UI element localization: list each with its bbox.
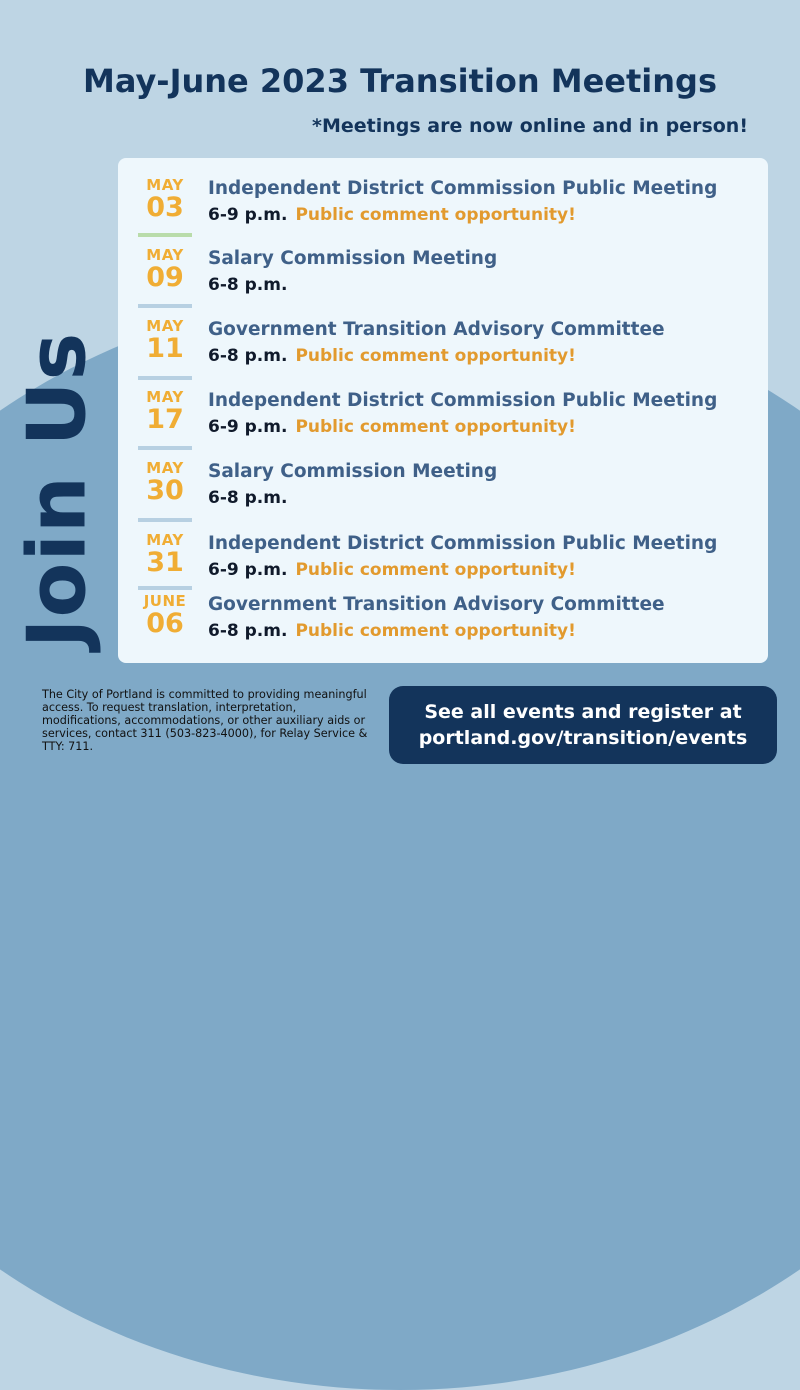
event-day: 11 [146,333,184,364]
event-date [136,533,194,576]
public-comment-note: Public comment opportunity! [295,346,576,366]
event-day: 30 [146,475,184,506]
event-title: Government Transition Advisory Committee [208,594,665,615]
event-title: Government Transition Advisory Committee [208,319,665,340]
event-month: MAY [146,246,184,264]
event-time: 6-8 p.m. [208,275,288,295]
event-item [118,594,768,654]
public-comment-note: Public comment opportunity! [295,560,576,580]
event-time: 6-9 p.m. [208,417,288,437]
event-day: 17 [146,404,184,435]
event-details [208,621,576,641]
event-details [208,417,576,437]
public-comment-note: Public comment opportunity! [295,205,576,225]
public-comment-note: Public comment opportunity! [295,417,576,437]
event-day: 03 [146,192,184,223]
event-item [118,248,768,308]
event-details [208,488,287,508]
date-separator [138,586,192,590]
page-title: May-June 2023 Transition Meetings [82,62,717,100]
event-time: 6-8 p.m. [208,621,288,641]
event-month: MAY [146,459,184,477]
date-separator [138,446,192,450]
event-day: 06 [146,608,184,639]
date-separator [138,376,192,380]
event-time: 6-8 p.m. [208,346,288,366]
event-month: MAY [146,531,184,549]
event-time: 6-8 p.m. [208,488,288,508]
event-date [136,178,194,221]
event-details [208,205,576,225]
event-title: Salary Commission Meeting [208,248,498,269]
event-day: 31 [146,547,184,578]
date-separator [138,233,192,237]
event-time: 6-9 p.m. [208,205,288,225]
date-separator [138,304,192,308]
event-date [136,461,194,504]
event-item [118,533,768,593]
event-details [208,560,576,580]
event-title: Independent District Commission Public Meeting [208,178,718,199]
event-title: Independent District Commission Public Meeting [208,533,718,554]
accessibility-notice: The City of Portland is committed to providing meaningful access. To request translation, interpretation, modifications, accommodations, or other auxiliary aids or services, contact 311 (503-823-4000), for Relay Service & TTY: 711. [42,688,368,753]
event-item [118,178,768,238]
event-date [136,594,194,637]
event-month: MAY [146,317,184,335]
page-subtitle: *Meetings are now online and in person! [312,115,748,137]
event-time: 6-9 p.m. [208,560,288,580]
event-details [208,275,287,295]
cta-line-2: portland.gov/transition/events [418,727,748,749]
event-item [118,319,768,379]
event-month: JUNE [143,592,187,610]
event-date [136,319,194,362]
events-card [118,158,768,663]
event-title: Independent District Commission Public Meeting [208,390,718,411]
event-month: MAY [146,176,184,194]
register-link-button[interactable] [389,686,777,764]
join-us-label: Join Us [10,331,104,649]
event-date [136,390,194,433]
event-month: MAY [146,388,184,406]
event-item [118,461,768,521]
event-item [118,390,768,450]
event-title: Salary Commission Meeting [208,461,498,482]
event-date [136,248,194,291]
event-day: 09 [146,262,184,293]
cta-line-1: See all events and register at [424,701,742,723]
public-comment-note: Public comment opportunity! [295,621,576,641]
event-details [208,346,576,366]
date-separator [138,518,192,522]
